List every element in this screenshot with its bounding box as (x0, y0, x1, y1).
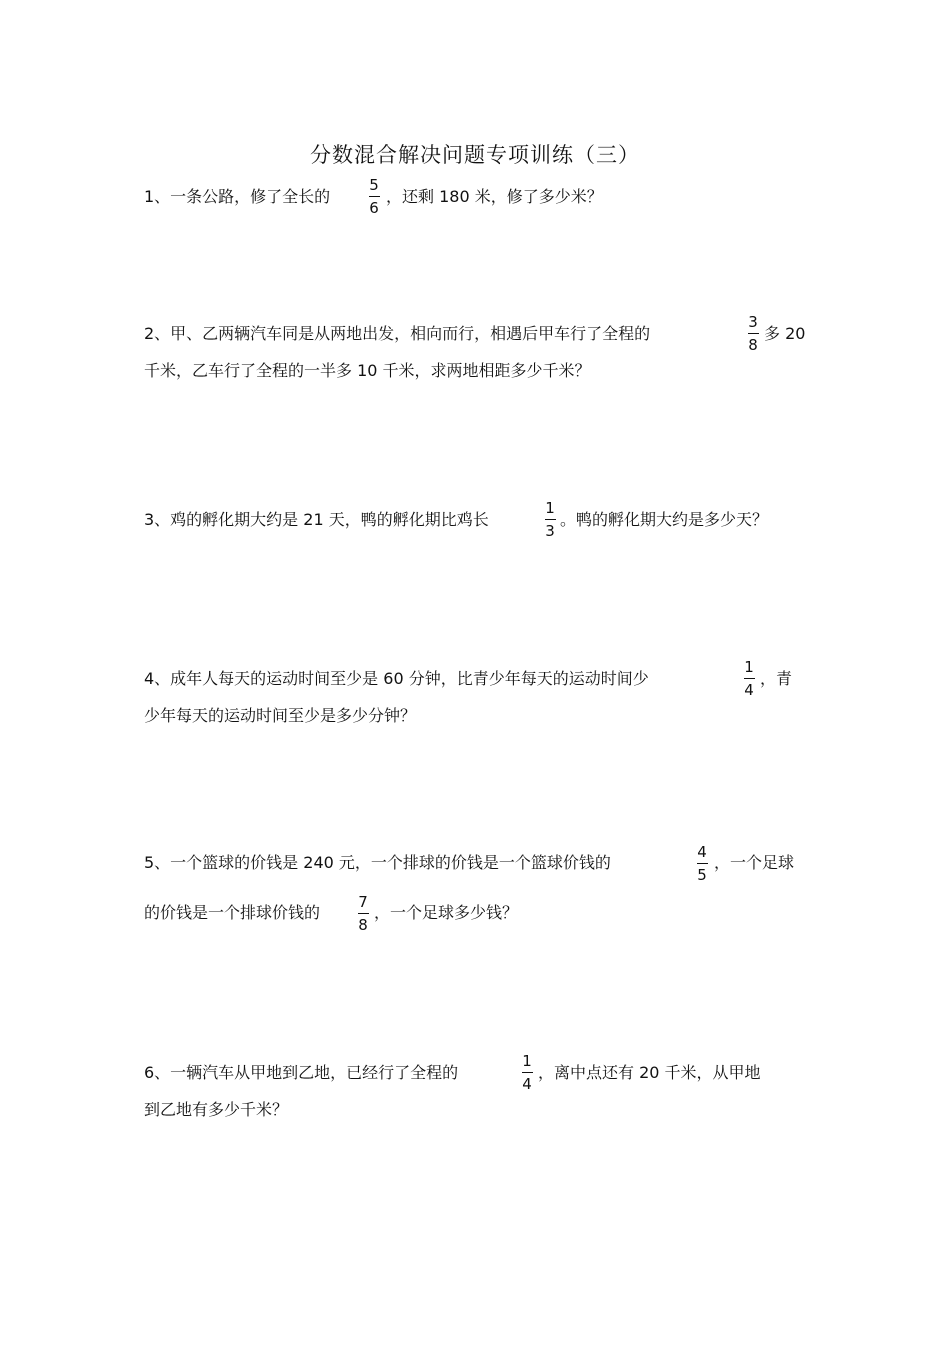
problem-5-text-a: 5、一个篮球的价钱是 240 元，一个排球的价钱是一个篮球价钱的 (144, 853, 611, 872)
fraction-numerator: 1 (744, 658, 754, 676)
problem-2-text-a: 2、甲、乙两辆汽车同是从两地出发，相向而行，相遇后甲车行了全程的 (144, 324, 651, 343)
fraction-denominator: 5 (697, 866, 707, 884)
problem-6-text-a: 6、一辆汽车从甲地到乙地，已经行了全程的 (144, 1063, 459, 1082)
fraction-numerator: 5 (369, 176, 379, 194)
problem-5-fraction (692, 842, 712, 885)
fraction-bar (358, 913, 369, 914)
problem-1-text-a: 1、一条公路，修了全长的 (144, 187, 331, 206)
fraction-numerator: 3 (748, 313, 758, 331)
page-title: 分数混合解决问题专项训练（三） (310, 143, 640, 167)
fraction-denominator: 3 (545, 522, 555, 540)
problem-4-text-b: ，青 (760, 669, 793, 688)
problem-5-text-b: ，一个足球 (714, 853, 795, 872)
fraction-bar (748, 333, 759, 334)
fraction-bar (369, 196, 380, 197)
fraction-denominator: 8 (358, 916, 368, 934)
fraction-denominator: 4 (744, 681, 754, 699)
problem-3-text-a: 3、鸡的孵化期大约是 21 天，鸭的孵化期比鸡长 (144, 510, 489, 529)
problem-1-fraction (364, 175, 384, 218)
problem-2-text-c: 千米，乙车行了全程的一半多 10 千米，求两地相距多少千米？ (144, 361, 591, 380)
problem-6-fraction (517, 1051, 537, 1094)
problem-1-text-b: ，还剩 180 米，修了多少米？ (386, 187, 603, 206)
fraction-denominator: 8 (748, 336, 758, 354)
problem-4-text-c: 少年每天的运动时间至少是多少分钟？ (144, 706, 417, 725)
problem-2-fraction (743, 312, 763, 355)
fraction-bar (744, 678, 755, 679)
problem-6-text-c: 到乙地有多少千米？ (144, 1100, 289, 1119)
problem-5-text-c: 的价钱是一个排球价钱的 (144, 903, 321, 922)
problem-5-fraction-2 (353, 892, 373, 935)
fraction-numerator: 7 (358, 893, 368, 911)
fraction-numerator: 1 (522, 1052, 532, 1070)
fraction-numerator: 4 (697, 843, 707, 861)
problem-3-text-b: 。鸭的孵化期大约是多少天？ (560, 510, 769, 529)
fraction-bar (522, 1072, 533, 1073)
fraction-denominator: 6 (369, 199, 379, 217)
problem-5-text-d: ，一个足球多少钱？ (374, 903, 519, 922)
problem-3-fraction (540, 498, 560, 541)
problem-6-text-b: ，离中点还有 20 千米，从甲地 (538, 1063, 761, 1082)
fraction-numerator: 1 (545, 499, 555, 517)
problem-2-text-b: 多 20 (764, 324, 806, 343)
fraction-bar (545, 519, 556, 520)
fraction-bar (697, 863, 708, 864)
fraction-denominator: 4 (522, 1075, 532, 1093)
problem-4-fraction (739, 657, 759, 700)
problem-4-text-a: 4、成年人每天的运动时间至少是 60 分钟，比青少年每天的运动时间少 (144, 669, 649, 688)
